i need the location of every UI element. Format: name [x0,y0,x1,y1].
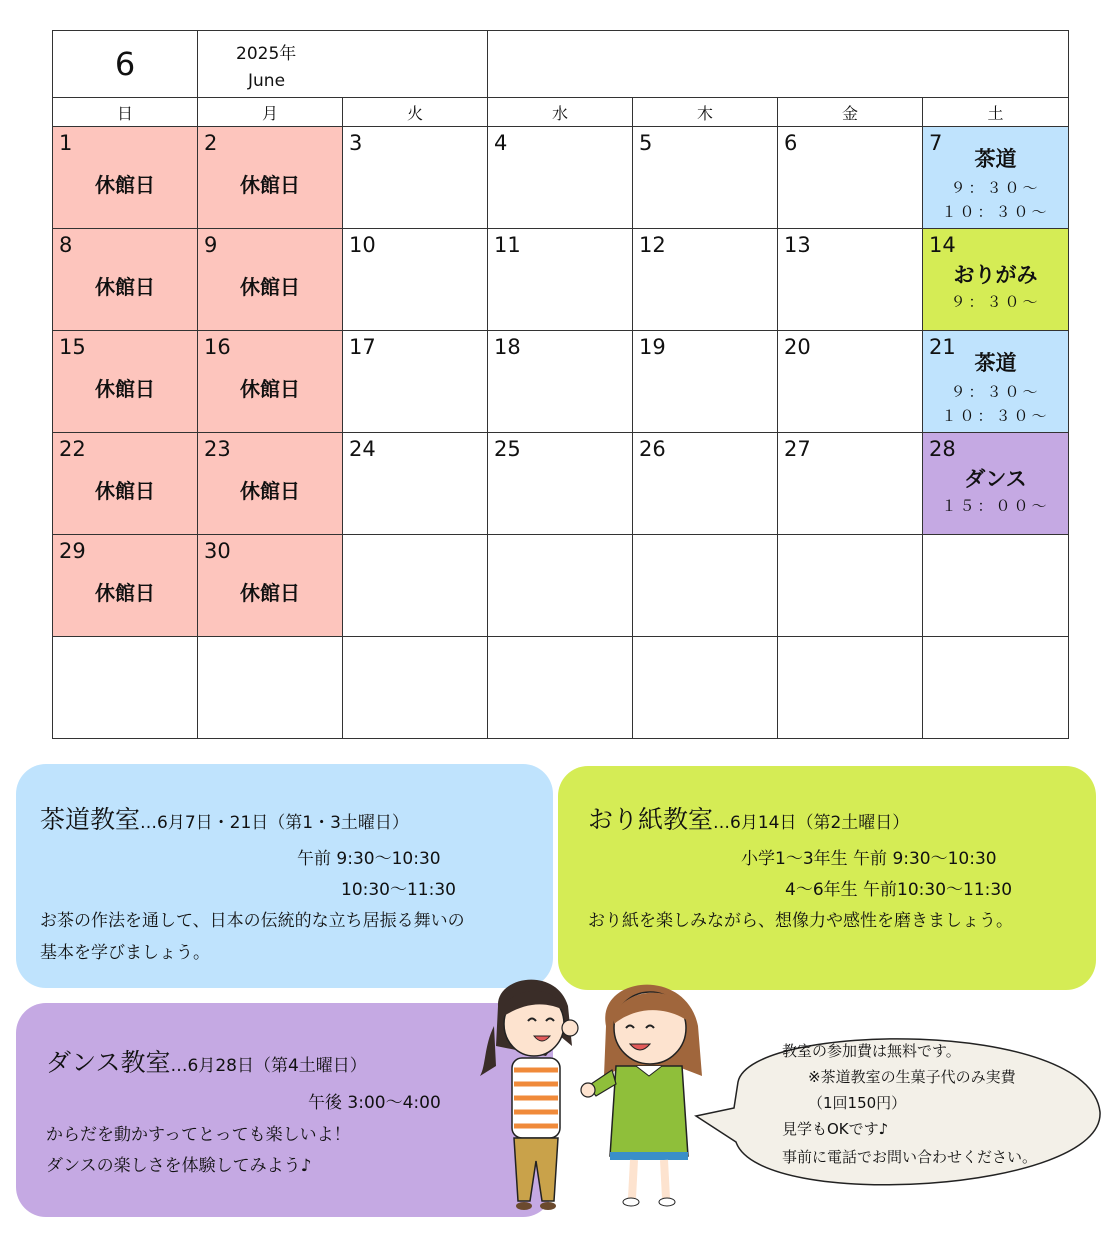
day-number: 25 [494,437,521,461]
event-time: ９：３０～ [950,179,1041,197]
closed-label: 休館日 [95,581,155,605]
year-header [198,31,488,98]
closed-label: 休館日 [240,275,300,299]
weekday-wed: 水 [488,98,633,127]
weekday-sun: 日 [53,98,198,127]
day-cell-7 [923,127,1069,229]
day-cell-3 [343,127,488,229]
day-cell-30 [198,535,343,637]
day-number: 11 [494,233,521,257]
day-number: 19 [639,335,666,359]
day-cell-19 [633,331,778,433]
day-number: 22 [59,437,86,461]
day-number: 8 [59,233,73,257]
closed-label: 休館日 [240,173,300,197]
year-label: 2025年 [236,44,297,64]
dance-class-heading [46,1043,367,1079]
day-cell-empty [198,637,343,739]
day-cell-26 [633,433,778,535]
day-cell-11 [488,229,633,331]
day-cell-2 [198,127,343,229]
origami-class-dates: …6月14日（第2土曜日） [713,813,910,833]
day-number: 18 [494,335,521,359]
day-cell-empty [488,535,633,637]
tea-class-title: 茶道教室 [40,805,141,834]
day-number: 15 [59,335,86,359]
day-number: 12 [639,233,666,257]
event-title: おりがみ [953,263,1038,287]
calendar [52,30,1068,738]
day-cell-empty [53,637,198,739]
tea-class-desc2: 基本を学びましょう。 [40,943,210,963]
day-cell-empty [633,535,778,637]
weekday-fri: 金 [778,98,923,127]
event-title: 茶道 [974,147,1017,171]
day-cell-28 [923,433,1069,535]
day-number: 27 [784,437,811,461]
closed-label: 休館日 [95,173,155,197]
day-cell-empty [633,637,778,739]
day-number: 14 [929,233,956,257]
tea-class-desc1: お茶の作法を通して、日本の伝統的な立ち居振る舞いの [40,911,465,931]
event-time: ９：３０～ [950,293,1041,311]
day-cell-27 [778,433,923,535]
event-title: 茶道 [974,351,1017,375]
closed-label: 休館日 [95,275,155,299]
tea-class-time2: 10:30～11:30 [341,880,456,900]
day-number: 20 [784,335,811,359]
notice-line1: 教室の参加費は無料です。 [782,1042,961,1060]
event-title: ダンス [964,467,1027,491]
day-number: 28 [929,437,956,461]
day-number: 26 [639,437,666,461]
day-cell-12 [633,229,778,331]
day-cell-23 [198,433,343,535]
day-number: 5 [639,131,653,155]
day-number: 1 [59,131,73,155]
day-number: 30 [204,539,231,563]
day-number: 2 [204,131,218,155]
day-number: 13 [784,233,811,257]
day-cell-4 [488,127,633,229]
girl-right-icon [581,985,702,1206]
day-cell-6 [778,127,923,229]
tea-class-heading [40,800,409,836]
day-number: 3 [349,131,363,155]
day-cell-13 [778,229,923,331]
event-time: １０：３０～ [941,407,1050,425]
dance-class-dates: …6月28日（第4土曜日） [170,1056,367,1076]
closed-label: 休館日 [240,581,300,605]
weekday-tue: 火 [343,98,488,127]
day-number: 23 [204,437,231,461]
day-number: 6 [784,131,798,155]
dance-class-box [16,1003,553,1217]
day-cell-18 [488,331,633,433]
day-cell-empty [923,637,1069,739]
day-cell-20 [778,331,923,433]
day-cell-empty [923,535,1069,637]
weekday-mon: 月 [198,98,343,127]
dance-class-time: 午後 3:00～4:00 [308,1093,441,1113]
day-cell-29 [53,535,198,637]
origami-class-time1: 小学1～3年生 午前 9:30～10:30 [741,849,997,869]
girls-illustration [476,966,716,1216]
day-cell-14 [923,229,1069,331]
day-number: 24 [349,437,376,461]
day-cell-25 [488,433,633,535]
origami-class-box [558,766,1096,990]
day-cell-empty [343,637,488,739]
notice-line5: 事前に電話でお問い合わせください。 [782,1148,1038,1166]
tea-class-time1: 午前 9:30～10:30 [297,849,441,869]
event-time: ９：３０～ [950,383,1041,401]
day-cell-16 [198,331,343,433]
dance-class-desc1: からだを動かすってとっても楽しいよ！ [46,1125,351,1145]
day-number: 29 [59,539,86,563]
header-blank [488,31,1069,98]
dance-class-title: ダンス教室 [46,1048,171,1077]
day-cell-8 [53,229,198,331]
dance-class-desc2: ダンスの楽しさを体験してみよう♪ [46,1156,312,1176]
tea-class-dates: …6月7日・21日（第1・3土曜日） [140,813,409,833]
day-cell-24 [343,433,488,535]
tea-class-box [16,764,553,988]
month-name: June [248,71,286,91]
day-cell-empty [488,637,633,739]
closed-label: 休館日 [240,377,300,401]
month-number: 6 [53,31,198,98]
origami-class-time2: 4～6年生 午前10:30～11:30 [785,880,1013,900]
notice-line3: （1回150円） [808,1094,907,1112]
event-time: １５：００～ [941,497,1050,515]
day-number: 10 [349,233,376,257]
day-number: 9 [204,233,218,257]
day-cell-empty [778,535,923,637]
day-cell-21 [923,331,1069,433]
event-time: １０：３０～ [941,203,1050,221]
closed-label: 休館日 [95,479,155,503]
day-cell-10 [343,229,488,331]
day-cell-empty [343,535,488,637]
closed-label: 休館日 [240,479,300,503]
day-cell-1 [53,127,198,229]
origami-class-title: おり紙教室 [588,805,714,834]
day-cell-15 [53,331,198,433]
day-number: 17 [349,335,376,359]
weekday-sat: 土 [923,98,1069,127]
girl-left-icon [480,980,578,1210]
day-cell-17 [343,331,488,433]
notice-line2: ※茶道教室の生菓子代のみ実費 [808,1068,1016,1086]
origami-class-desc: おり紙を楽しみながら、想像力や感性を磨きましょう。 [588,911,1013,931]
day-cell-5 [633,127,778,229]
closed-label: 休館日 [95,377,155,401]
day-cell-22 [53,433,198,535]
day-number: 4 [494,131,508,155]
day-cell-9 [198,229,343,331]
day-number: 21 [929,335,956,359]
notice-line4: 見学もOKです♪ [782,1120,889,1138]
day-cell-empty [778,637,923,739]
day-number: 16 [204,335,231,359]
origami-class-heading [588,800,909,836]
day-number: 7 [929,131,943,155]
weekday-thu: 木 [633,98,778,127]
